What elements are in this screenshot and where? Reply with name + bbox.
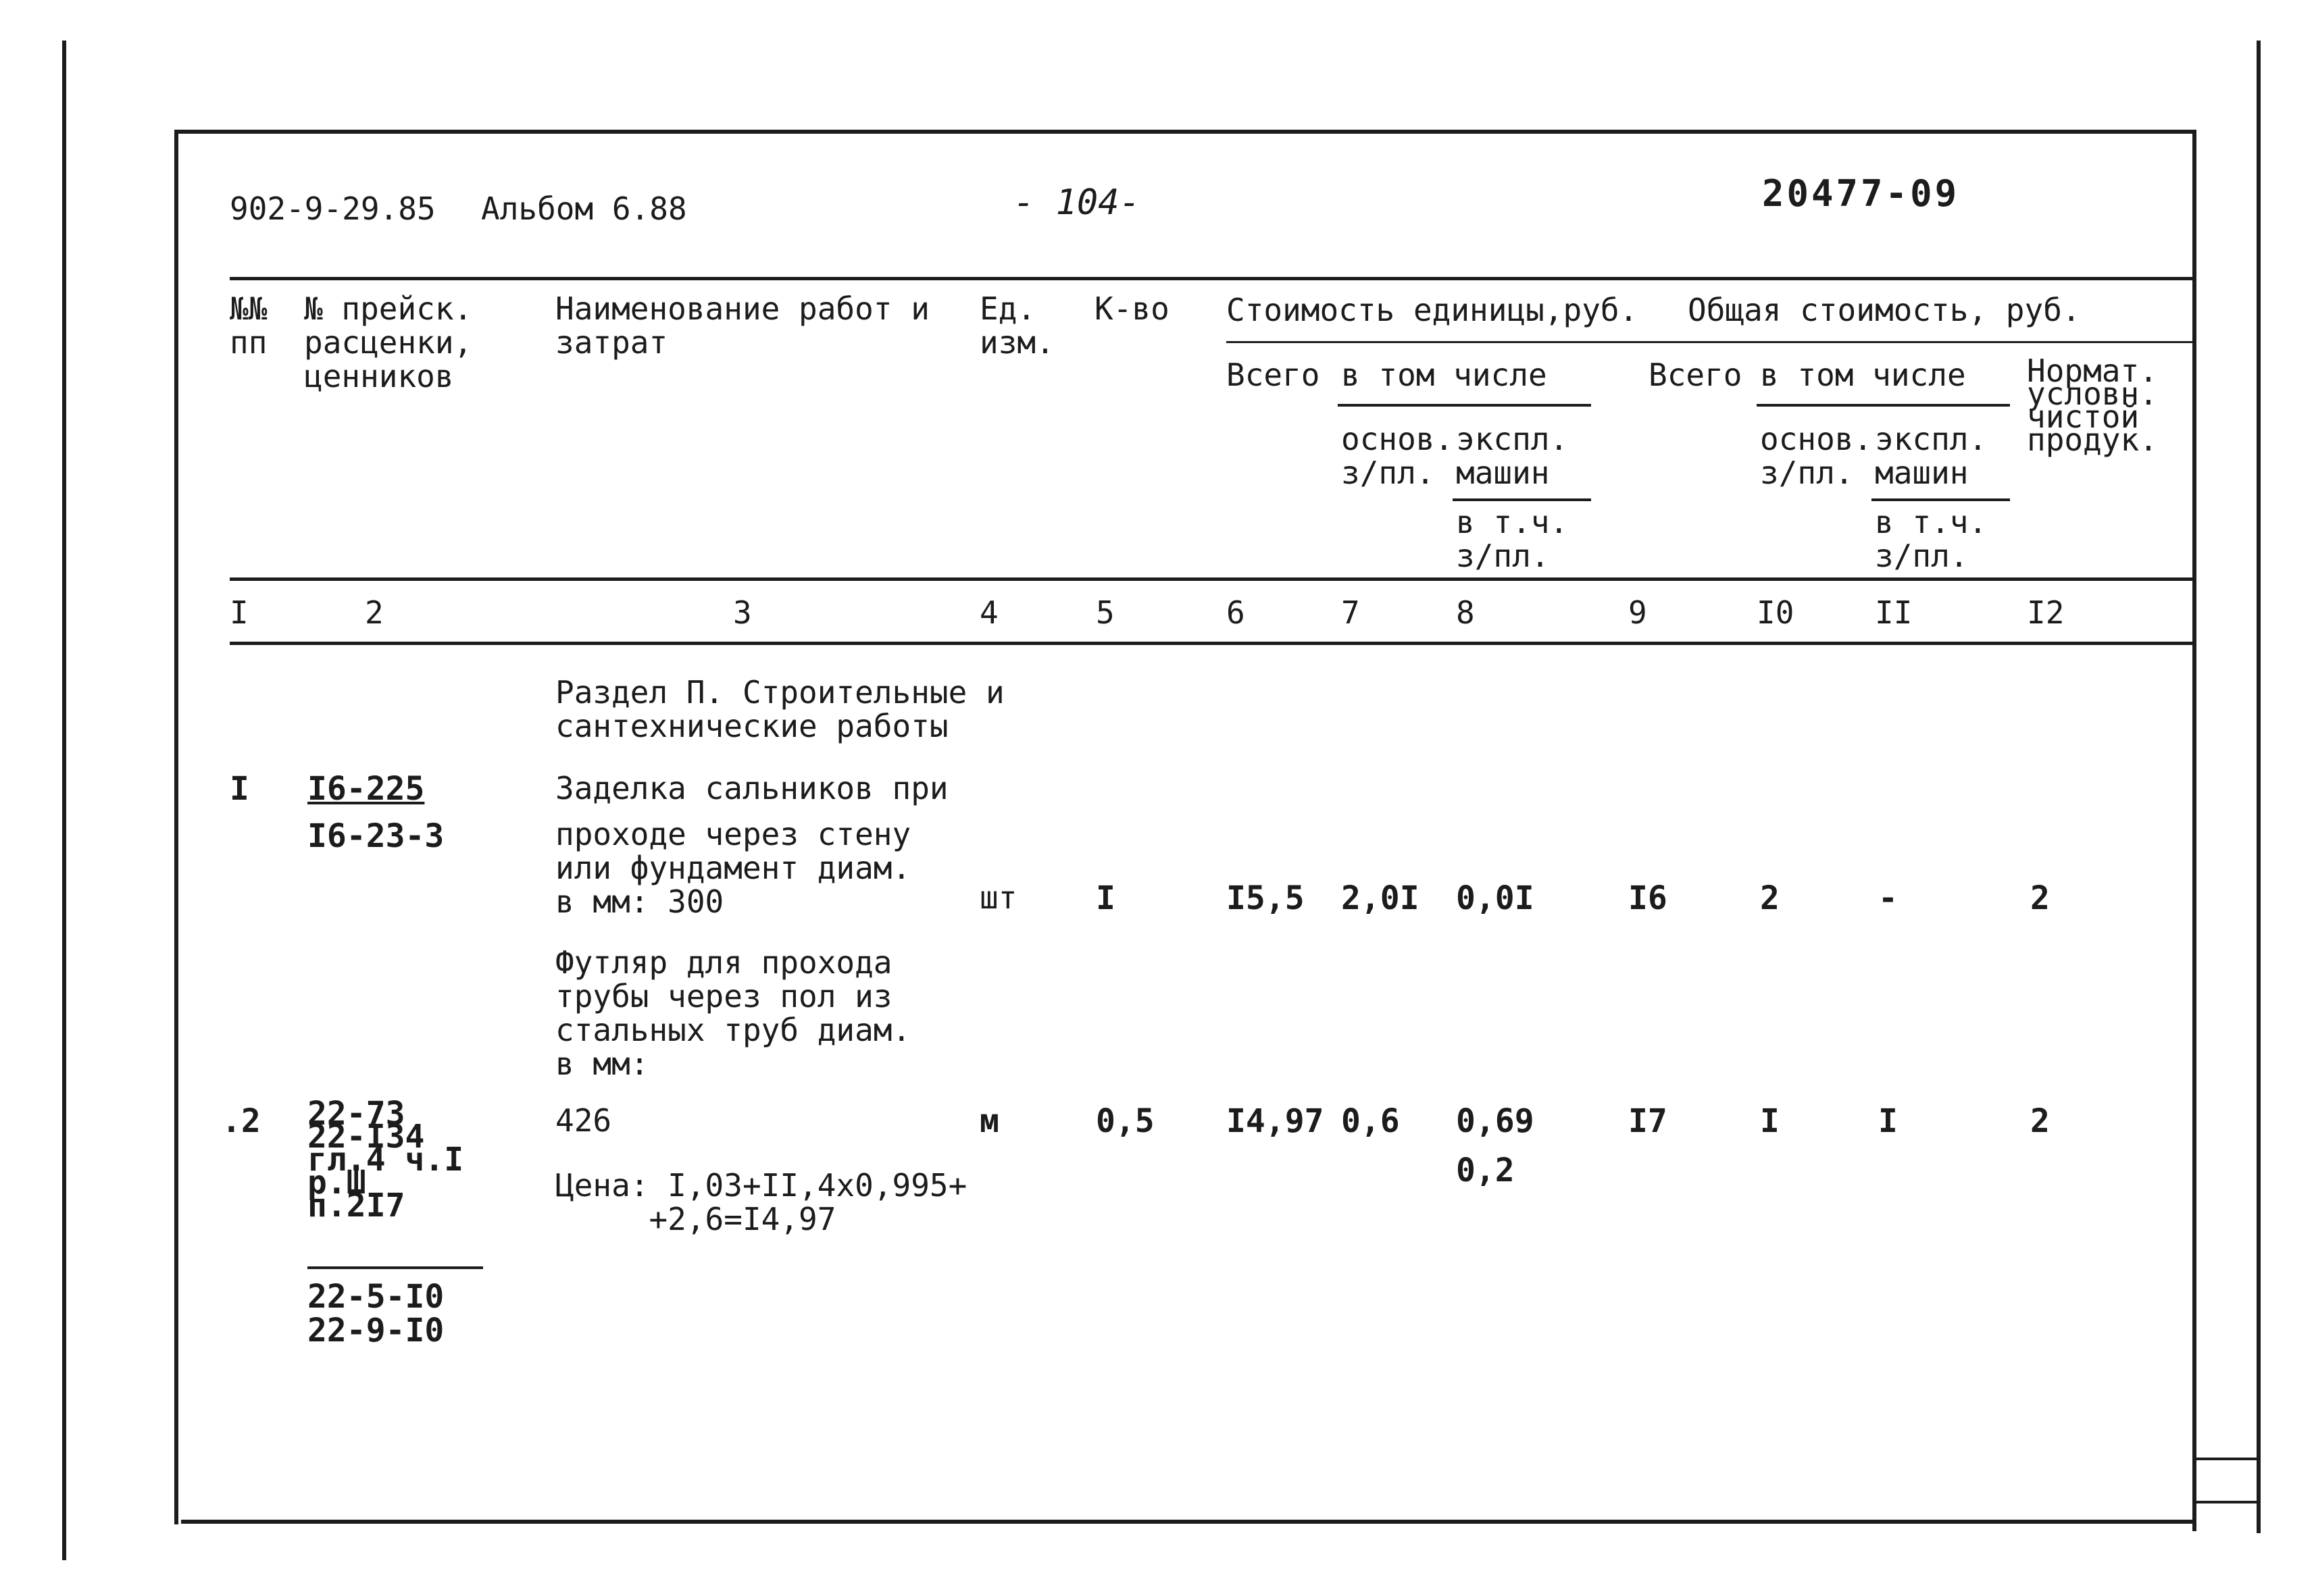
numbers-bottom-rule — [230, 642, 2192, 645]
unit-incl-rule — [1338, 404, 1591, 407]
col-header-total-total: Всего — [1649, 357, 1742, 393]
col-header-unit-cost: Стоимость единицы,руб. — [1226, 292, 1638, 328]
col-header-total-cost: Общая стоимость, руб. — [1688, 292, 2081, 328]
page-number: - 104- — [1013, 182, 1140, 223]
row1-unit: шт — [980, 879, 1017, 916]
col-header-unit-incl-wage: в т.ч. з/пл. — [1456, 504, 1569, 574]
col-header-total-incl-wage: в т.ч. з/пл. — [1875, 504, 1988, 574]
row2-ref-underline — [307, 1266, 483, 1269]
group-title: Футляр для прохода трубы через пол из стальных труб диам. в мм: — [555, 944, 911, 1082]
row2-unit-machines-wage: 0,2 — [1456, 1152, 1515, 1189]
col-header-price-ref: № прейск. расценки, ценников — [304, 290, 473, 394]
right-margin-line — [2257, 41, 2261, 1533]
row2-total-wage: I — [1760, 1102, 1780, 1140]
col-header-total-machines: экспл. машин — [1875, 421, 1988, 491]
total-incl-rule — [1757, 404, 2010, 407]
frame-bottom — [181, 1520, 2194, 1524]
row1-total-machines: - — [1878, 879, 1898, 917]
cost-sub-rule — [1226, 341, 2192, 343]
row2-qty: 0,5 — [1096, 1102, 1155, 1140]
unit-mach-rule — [1453, 498, 1591, 501]
row1-qty: I — [1096, 879, 1115, 917]
album-label: Альбом 6.88 — [481, 190, 687, 227]
row2-price-ref-sub: 22-5-I0 22-9-I0 — [307, 1278, 445, 1349]
col-number-6: 6 — [1226, 594, 1245, 631]
section-title: Раздел П. Строительные и сантехнические работы — [555, 674, 1005, 744]
row1-unit-total: I5,5 — [1226, 879, 1305, 917]
left-margin-line — [62, 41, 66, 1560]
col-number-11: II — [1875, 594, 1913, 631]
row2-price-formula: Цена: I,03+II,4x0,995+ +2,6=I4,97 — [555, 1167, 967, 1237]
frame-right — [2192, 130, 2196, 1531]
row2-name: 426 — [555, 1102, 612, 1139]
col-number-5: 5 — [1096, 594, 1115, 631]
row1-name-cont: проходе через стену или фундамент диам. в мм: 300 — [555, 816, 911, 920]
frame-top — [174, 130, 2196, 134]
row2-price-ref: 22-73 22-I34 гл.4 ч.I р.Ш п.2I7 — [307, 1095, 464, 1225]
col-number-8: 8 — [1456, 594, 1475, 631]
row1-total: I6 — [1628, 879, 1667, 917]
row1-price-ref: I6-225 — [307, 770, 425, 808]
col-header-num: №№ пп — [230, 290, 268, 361]
col-header-name: Наименование работ и затрат — [555, 290, 930, 361]
row2-unit-wage: 0,6 — [1341, 1102, 1400, 1140]
row2-unit-total: I4,97 — [1226, 1102, 1324, 1140]
col-header-unit-incl: в том числе — [1341, 357, 1547, 393]
table-top-rule — [230, 277, 2192, 280]
col-header-unit: Ед. изм. — [980, 290, 1055, 361]
header-bottom-rule — [230, 577, 2192, 581]
col-number-10: I0 — [1757, 594, 1794, 631]
frame-left — [174, 130, 178, 1524]
doc-code: 902-9-29.85 — [230, 190, 436, 227]
col-number-12: I2 — [2027, 594, 2065, 631]
row2-normative: 2 — [2030, 1102, 2050, 1140]
col-header-unit-base-wage: основ. з/пл. — [1341, 421, 1454, 491]
col-number-7: 7 — [1341, 594, 1360, 631]
row1-price-ref-sub: I6-23-3 — [307, 817, 445, 855]
col-header-total-incl: в том числе — [1760, 357, 1966, 393]
stub-bottom — [2196, 1501, 2259, 1503]
col-header-unit-machines: экспл. машин — [1456, 421, 1569, 491]
col-header-unit-total: Всего — [1226, 357, 1320, 393]
col-header-normative: Нормат. условн. чистой продук. — [2027, 353, 2158, 458]
row2-total-machines: I — [1878, 1102, 1898, 1140]
row1-unit-wage: 2,0I — [1341, 879, 1419, 917]
row1-unit-machines: 0,0I — [1456, 879, 1534, 917]
row2-total: I7 — [1628, 1102, 1667, 1140]
row2-unit: м — [980, 1102, 999, 1140]
row2-unit-machines: 0,69 — [1456, 1102, 1534, 1140]
row1-total-wage: 2 — [1760, 879, 1780, 917]
col-number-9: 9 — [1628, 594, 1647, 631]
document-stamp: 20477-09 — [1762, 172, 1960, 215]
col-number-4: 4 — [980, 594, 999, 631]
col-number-1: I — [230, 594, 249, 631]
col-header-qty: К-во — [1095, 290, 1169, 327]
col-number-3: 3 — [733, 594, 752, 631]
col-header-total-base-wage: основ. з/пл. — [1760, 421, 1873, 491]
row1-normative: 2 — [2030, 879, 2050, 917]
row1-num: I — [230, 770, 249, 808]
total-mach-rule — [1871, 498, 2010, 501]
row1-name: Заделка сальников при — [555, 770, 949, 806]
stub-top — [2196, 1458, 2259, 1460]
row2-num: .2 — [222, 1102, 261, 1140]
col-number-2: 2 — [365, 594, 384, 631]
